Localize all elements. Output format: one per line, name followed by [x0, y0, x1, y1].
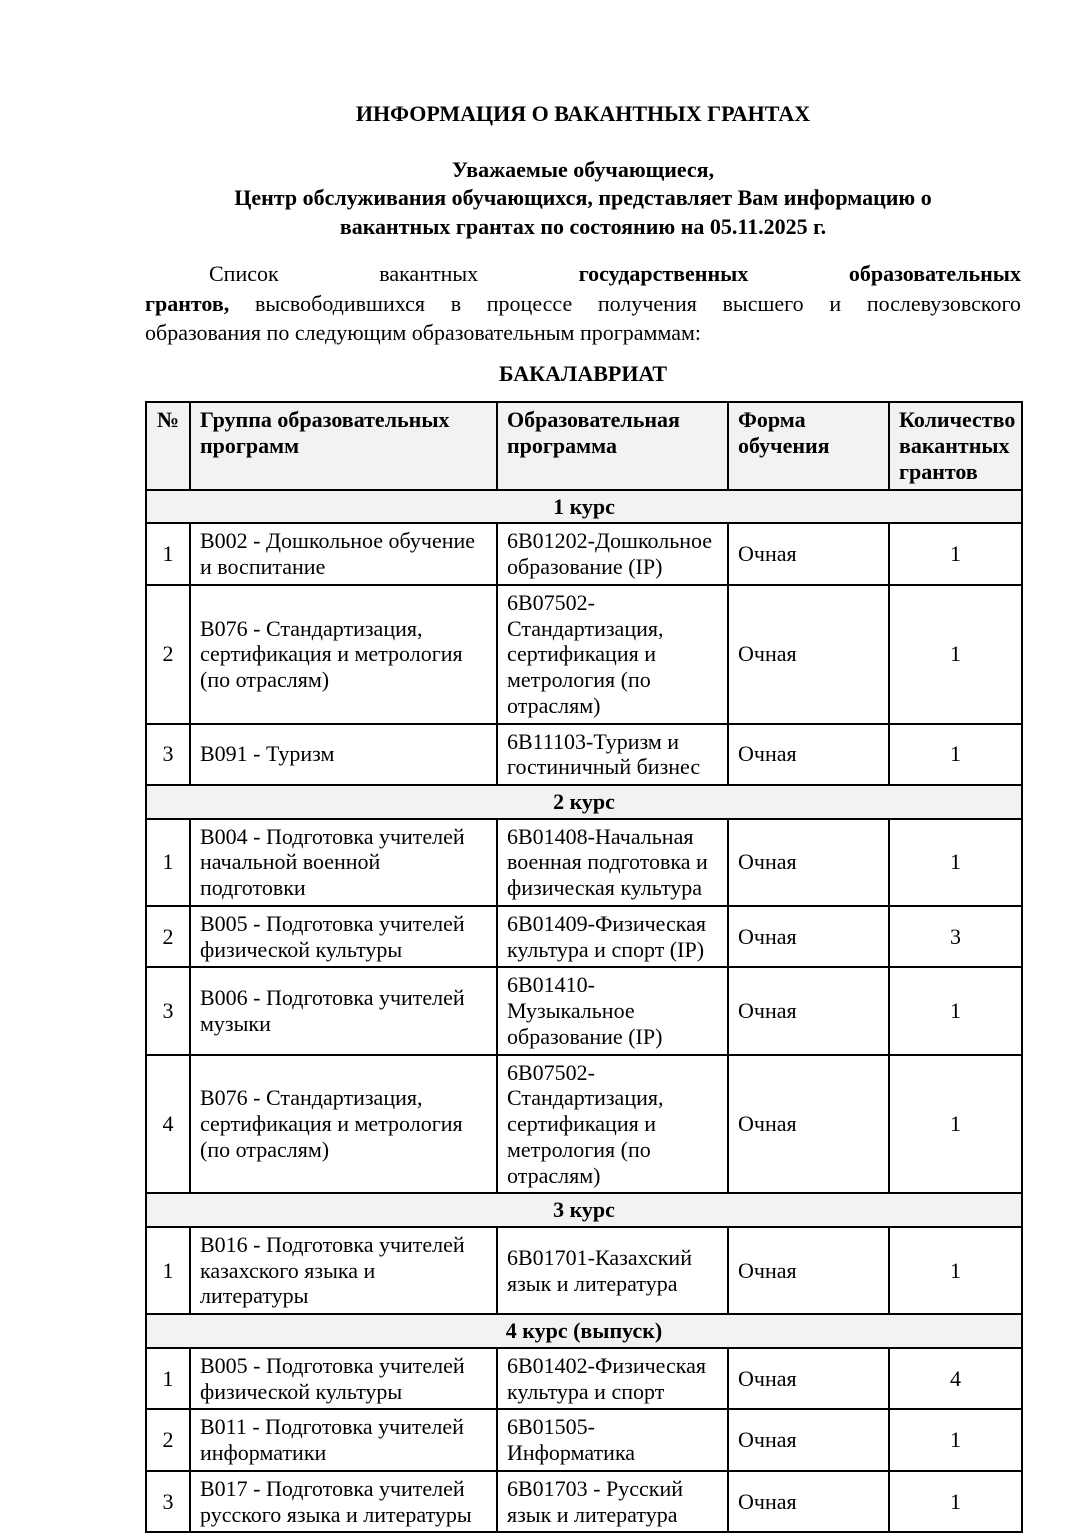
- intro-block: [145, 156, 1021, 242]
- cell-grant-count: 1: [889, 1227, 1022, 1314]
- cell-study-form: Очная: [728, 1055, 889, 1194]
- lead-line: [145, 259, 1021, 288]
- cell-grant-count: 1: [889, 523, 1022, 584]
- grants-table-body: [146, 490, 1022, 1533]
- cell-number: 4: [146, 1055, 190, 1194]
- column-header-count: Количество вакантных грантов: [889, 402, 1022, 489]
- lead-line: [145, 318, 1021, 347]
- table-row: [146, 1055, 1022, 1194]
- cell-grant-count: 1: [889, 1471, 1022, 1532]
- document-content: [145, 100, 1021, 1533]
- lead-text-segment: получения: [597, 290, 697, 316]
- lead-text-segment: Список: [209, 261, 279, 287]
- cell-study-form: Очная: [728, 906, 889, 967]
- cell-group: В006 - Подготовка учителей музыки: [190, 967, 497, 1054]
- cell-program: 6В11103-Туризм и гостиничный бизнес: [497, 724, 728, 785]
- cell-group: В004 - Подготовка учителей начальной военной подготовки: [190, 819, 497, 906]
- lead-text-segment: послевузовского: [866, 290, 1021, 316]
- table-row: [146, 523, 1022, 584]
- cell-group: В016 - Подготовка учителей казахского языка и литературы: [190, 1227, 497, 1314]
- cell-group: В076 - Стандартизация, сертификация и метрология (по отраслям): [190, 585, 497, 724]
- table-row: [146, 906, 1022, 967]
- column-header-group: Группа образовательных программ: [190, 402, 497, 489]
- cell-group: В011 - Подготовка учителей информатики: [190, 1409, 497, 1470]
- table-row: [146, 585, 1022, 724]
- column-header-form: Форма обучения: [728, 402, 889, 489]
- cell-study-form: Очная: [728, 1348, 889, 1409]
- cell-program: 6В01409-Физическая культура и спорт (IP): [497, 906, 728, 967]
- cell-program: 6В01410-Музыкальное образование (IP): [497, 967, 728, 1054]
- table-row: [146, 724, 1022, 785]
- cell-program: 6В07502-Стандартизация, сертификация и метрология (по отраслям): [497, 1055, 728, 1194]
- table-row: [146, 967, 1022, 1054]
- lead-text-segment: процессе: [486, 290, 573, 316]
- cell-number: 2: [146, 1409, 190, 1470]
- cell-grant-count: 3: [889, 906, 1022, 967]
- cell-program: 6В01408-Начальная военная подготовка и физическая культура: [497, 819, 728, 906]
- cell-number: 1: [146, 1348, 190, 1409]
- intro-line: Центр обслуживания обучающихся, представляет Вам информацию о: [234, 185, 932, 211]
- cell-group: В091 - Туризм: [190, 724, 497, 785]
- table-row: [146, 1348, 1022, 1409]
- cell-study-form: Очная: [728, 523, 889, 584]
- cell-study-form: Очная: [728, 967, 889, 1054]
- cell-number: 3: [146, 724, 190, 785]
- cell-group: В002 - Дошкольное обучение и воспитание: [190, 523, 497, 584]
- cell-study-form: Очная: [728, 819, 889, 906]
- course-section-title: 2 курс: [146, 785, 1022, 819]
- cell-number: 1: [146, 523, 190, 584]
- cell-group: В005 - Подготовка учителей физической культуры: [190, 1348, 497, 1409]
- course-section-title: 3 курс: [146, 1193, 1022, 1227]
- course-section-row: [146, 785, 1022, 819]
- lead-paragraph: [145, 259, 1021, 347]
- cell-grant-count: 1: [889, 819, 1022, 906]
- course-section-title: 4 курс (выпуск): [146, 1314, 1022, 1348]
- cell-grant-count: 1: [889, 967, 1022, 1054]
- column-header-program: Образовательная программа: [497, 402, 728, 489]
- cell-study-form: Очная: [728, 1471, 889, 1532]
- cell-program: 6В01505-Информатика: [497, 1409, 728, 1470]
- cell-program: 6В01402-Физическая культура и спорт: [497, 1348, 728, 1409]
- cell-number: 2: [146, 906, 190, 967]
- lead-line: [145, 289, 1021, 318]
- lead-text-segment: образовательных: [848, 261, 1021, 287]
- cell-grant-count: 1: [889, 724, 1022, 785]
- lead-text-segment: и: [829, 290, 842, 316]
- lead-text-segment: вакантных: [379, 261, 479, 287]
- cell-program: 6В01703 - Русский язык и литература: [497, 1471, 728, 1532]
- cell-grant-count: 1: [889, 1409, 1022, 1470]
- cell-study-form: Очная: [728, 1409, 889, 1470]
- cell-group: В017 - Подготовка учителей русского языка и литературы: [190, 1471, 497, 1532]
- lead-text-segment: грантов,: [145, 290, 230, 316]
- cell-program: 6В07502-Стандартизация, сертификация и метрология (по отраслям): [497, 585, 728, 724]
- cell-program: 6В01202-Дошкольное образование (IP): [497, 523, 728, 584]
- cell-number: 2: [146, 585, 190, 724]
- course-section-row: [146, 1193, 1022, 1227]
- cell-study-form: Очная: [728, 1227, 889, 1314]
- table-row: [146, 1227, 1022, 1314]
- cell-number: 3: [146, 1471, 190, 1532]
- cell-number: 3: [146, 967, 190, 1054]
- cell-number: 1: [146, 1227, 190, 1314]
- lead-text-segment: высвободившихся: [254, 290, 426, 316]
- cell-number: 1: [146, 819, 190, 906]
- cell-program: 6В01701-Казахский язык и литература: [497, 1227, 728, 1314]
- cell-grant-count: 4: [889, 1348, 1022, 1409]
- degree-heading: БАКАЛАВРИАТ: [498, 361, 668, 387]
- course-section-row: [146, 490, 1022, 524]
- table-row: [146, 1471, 1022, 1532]
- course-section-title: 1 курс: [146, 490, 1022, 524]
- cell-group: В076 - Стандартизация, сертификация и метрология (по отраслям): [190, 1055, 497, 1194]
- table-row: [146, 1409, 1022, 1470]
- intro-line: вакантных грантах по состоянию на 05.11.2025 г.: [339, 213, 827, 239]
- lead-text-segment: государственных: [578, 261, 749, 287]
- cell-group: В005 - Подготовка учителей физической культуры: [190, 906, 497, 967]
- grants-table: [145, 401, 1023, 1533]
- cell-study-form: Очная: [728, 585, 889, 724]
- table-header-row: [146, 402, 1022, 489]
- table-row: [146, 819, 1022, 906]
- cell-grant-count: 1: [889, 1055, 1022, 1194]
- intro-line: Уважаемые обучающиеся,: [451, 156, 715, 182]
- column-header-number: №: [146, 402, 190, 489]
- cell-grant-count: 1: [889, 585, 1022, 724]
- page-title: ИНФОРМАЦИЯ О ВАКАНТНЫХ ГРАНТАХ: [355, 101, 811, 126]
- course-section-row: [146, 1314, 1022, 1348]
- lead-text-segment: высшего: [722, 290, 804, 316]
- lead-text-segment: образования по следующим образовательным программам:: [145, 319, 702, 345]
- lead-text-segment: в: [450, 290, 462, 316]
- cell-study-form: Очная: [728, 724, 889, 785]
